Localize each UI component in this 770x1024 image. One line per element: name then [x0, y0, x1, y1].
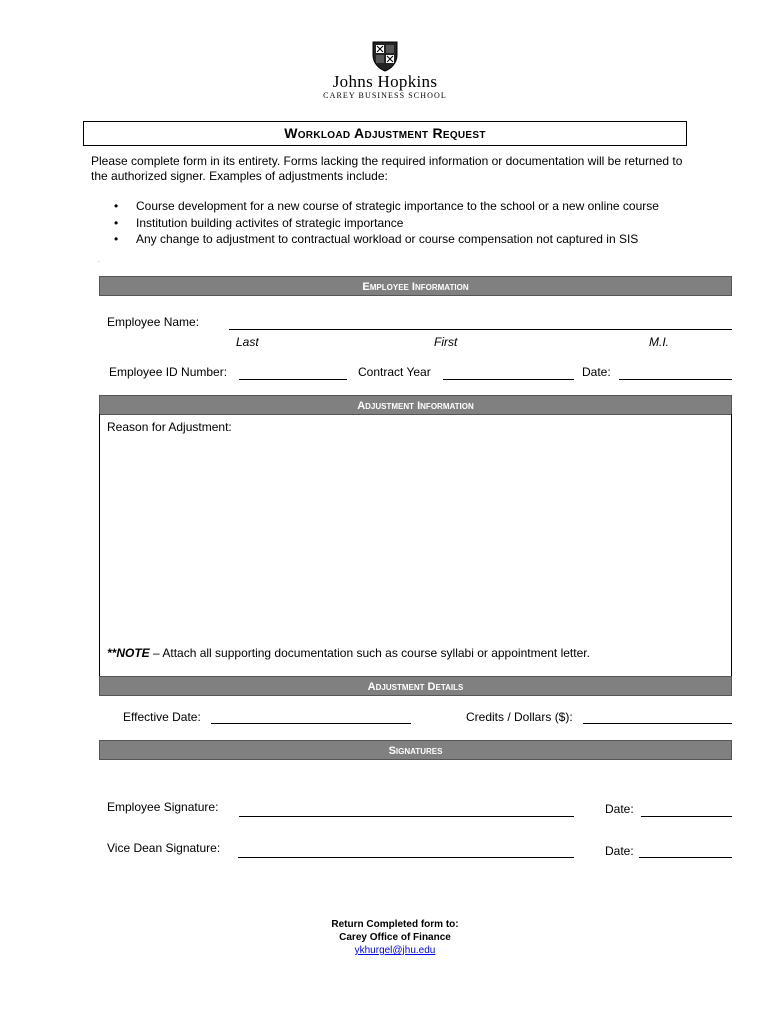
credits-label: Credits / Dollars ($): [466, 710, 573, 724]
list-item: • Course development for a new course of strategic importance to the school or a new online course [114, 199, 659, 213]
employee-signature-date-field[interactable] [641, 816, 732, 817]
email-link[interactable]: ykhurgel@jhu.edu [354, 945, 436, 956]
middle-initial-caption: M.I. [649, 335, 669, 349]
bullet-icon: • [114, 216, 119, 230]
employee-id-field[interactable] [239, 379, 347, 380]
vice-dean-signature-label: Vice Dean Signature: [107, 841, 221, 855]
logo-subtitle: CAREY BUSINESS SCHOOL [323, 91, 447, 100]
note-text [107, 646, 590, 660]
effective-date-field[interactable] [211, 723, 411, 724]
employee-signature-label: Employee Signature: [107, 800, 219, 814]
reason-box[interactable] [99, 414, 732, 678]
vice-dean-date-field[interactable] [639, 857, 732, 858]
return-instructions [285, 918, 505, 957]
section-header-signatures: Signatures [99, 740, 732, 760]
date-label: Date: [582, 365, 611, 379]
section-header-employee: Employee Information [99, 276, 732, 296]
list-item: • Institution building activites of strategic importance [114, 216, 404, 230]
section-header-details: Adjustment Details [99, 676, 732, 696]
employee-name-field[interactable] [229, 329, 732, 330]
employee-id-label: Employee ID Number: [109, 365, 228, 379]
note-prefix: **NOTE [107, 646, 150, 660]
credits-field[interactable] [583, 723, 732, 724]
note-body: – Attach all supporting documentation such as course syllabi or appointment letter. [149, 646, 590, 660]
employee-signature-field[interactable] [239, 816, 574, 817]
list-item: • Any change to adjustment to contractual workload or course compensation not captured in SIS [114, 232, 639, 246]
contract-year-field[interactable] [443, 379, 574, 380]
first-name-caption: First [434, 335, 458, 349]
office-line: Carey Office of Finance [339, 932, 451, 943]
reason-label: Reason for Adjustment: [107, 420, 232, 434]
return-line: Return Completed form to: [331, 919, 459, 930]
last-name-caption: Last [236, 335, 259, 349]
jhu-logo [300, 40, 470, 101]
section-header-adjustment: Adjustment Information [99, 395, 732, 415]
shield-icon [372, 40, 398, 72]
bullet-icon: • [114, 199, 119, 213]
logo-name: Johns Hopkins [332, 72, 438, 91]
intro-text: Please complete form in its entirety. Forms lacking the required information or documentation will be returned to the authorized signer. Examples of adjustments include: [91, 154, 683, 183]
employee-signature-date-label: Date: [605, 802, 634, 816]
form-title: Workload Adjustment Request [83, 121, 687, 146]
effective-date-label: Effective Date: [123, 710, 201, 724]
bullet-icon: • [114, 232, 119, 246]
vice-dean-date-label: Date: [605, 844, 634, 858]
employee-name-label: Employee Name: [107, 315, 200, 329]
examples-list [114, 199, 674, 247]
contract-year-label: Contract Year [358, 365, 431, 379]
vice-dean-signature-field[interactable] [238, 857, 574, 858]
stray-mark: . [98, 258, 100, 264]
date-field[interactable] [619, 379, 732, 380]
